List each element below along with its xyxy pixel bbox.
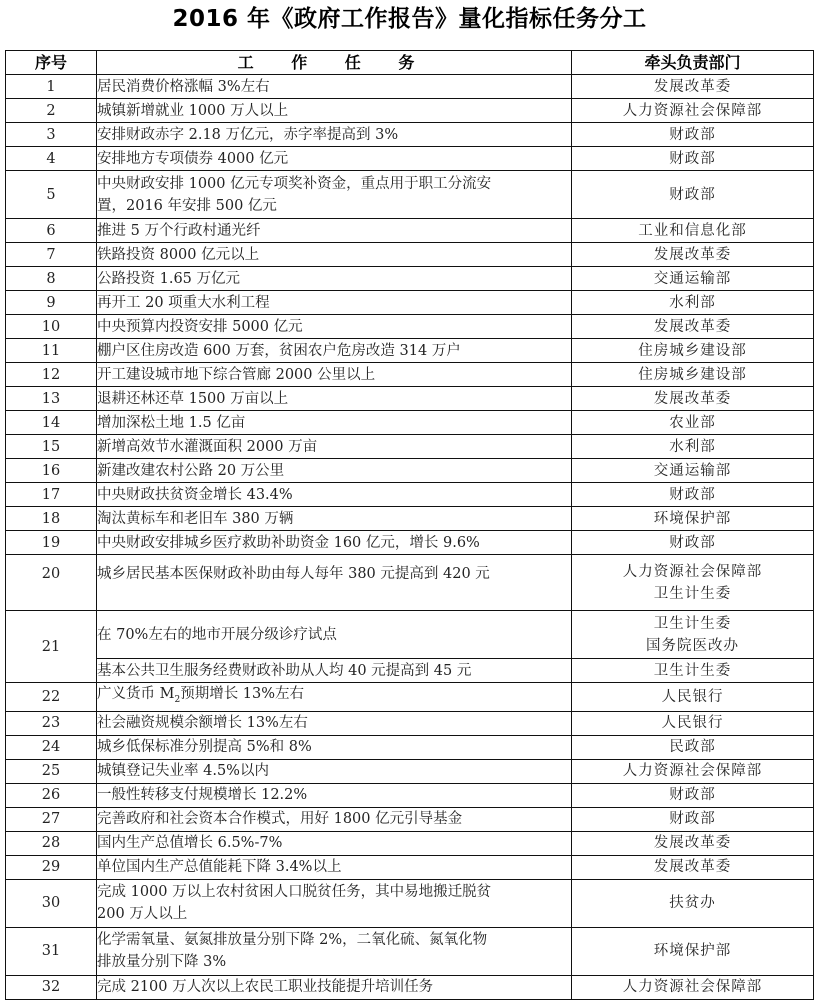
row-task bbox=[97, 683, 572, 712]
row-department: 工业和信息化部 bbox=[572, 219, 814, 243]
row-index: 15 bbox=[6, 435, 97, 459]
row-index: 22 bbox=[6, 683, 97, 712]
row-department: 发展改革委 bbox=[572, 855, 814, 879]
table-row bbox=[6, 171, 814, 219]
row-task bbox=[97, 171, 572, 219]
row-index: 27 bbox=[6, 807, 97, 831]
row-task-line: 置，2016 年安排 500 亿元 bbox=[97, 197, 277, 214]
table-row bbox=[6, 363, 814, 387]
header-department: 牵头负责部门 bbox=[572, 51, 814, 75]
row-department: 环境保护部 bbox=[572, 507, 814, 531]
table-row bbox=[6, 411, 814, 435]
row-task: 再开工 20 项重大水利工程 bbox=[97, 291, 572, 315]
row-department: 水利部 bbox=[572, 435, 814, 459]
row-task-line: 完成 1000 万以上农村贫困人口脱贫任务，其中易地搬迁脱贫 bbox=[97, 884, 492, 901]
row-task: 淘汰黄标车和老旧车 380 万辆 bbox=[97, 507, 572, 531]
row-department: 人民银行 bbox=[572, 683, 814, 712]
row-task: 单位国内生产总值能耗下降 3.4%以上 bbox=[97, 855, 572, 879]
row-index: 20 bbox=[6, 555, 97, 611]
row-task: 增加深松土地 1.5 亿亩 bbox=[97, 411, 572, 435]
row-task: 中央预算内投资安排 5000 亿元 bbox=[97, 315, 572, 339]
row-index: 6 bbox=[6, 219, 97, 243]
row-task: 中央财政安排城乡医疗救助补助资金 160 亿元，增长 9.6% bbox=[97, 531, 572, 555]
row-department-line: 国务院医改办 bbox=[646, 637, 739, 654]
table-header-row bbox=[6, 51, 814, 75]
row-task: 一般性转移支付规模增长 12.2% bbox=[97, 783, 572, 807]
table-row bbox=[6, 459, 814, 483]
row-index: 9 bbox=[6, 291, 97, 315]
table-row bbox=[6, 783, 814, 807]
task-allocation-table bbox=[5, 50, 814, 1000]
row-task: 开工建设城市地下综合管廊 2000 公里以上 bbox=[97, 363, 572, 387]
row-index: 5 bbox=[6, 171, 97, 219]
row-department: 卫生计生委 bbox=[572, 659, 814, 683]
row-index: 30 bbox=[6, 879, 97, 927]
table-row bbox=[6, 291, 814, 315]
row-department: 发展改革委 bbox=[572, 243, 814, 267]
row-index: 16 bbox=[6, 459, 97, 483]
row-index: 25 bbox=[6, 759, 97, 783]
row-department: 财政部 bbox=[572, 531, 814, 555]
row-index: 17 bbox=[6, 483, 97, 507]
row-task-subscript: 2 bbox=[174, 694, 181, 705]
row-index: 13 bbox=[6, 387, 97, 411]
row-task bbox=[97, 879, 572, 927]
row-index: 29 bbox=[6, 855, 97, 879]
row-department: 交通运输部 bbox=[572, 459, 814, 483]
row-department: 发展改革委 bbox=[572, 75, 814, 99]
row-department bbox=[572, 555, 814, 611]
row-index: 32 bbox=[6, 975, 97, 999]
row-index: 18 bbox=[6, 507, 97, 531]
row-task: 安排财政赤字 2.18 万亿元，赤字率提高到 3% bbox=[97, 123, 572, 147]
table-row bbox=[6, 879, 814, 927]
row-task: 完善政府和社会资本合作模式，用好 1800 亿元引导基金 bbox=[97, 807, 572, 831]
row-department: 住房城乡建设部 bbox=[572, 363, 814, 387]
row-task: 完成 2100 万人次以上农民工职业技能提升培训任务 bbox=[97, 975, 572, 999]
row-department: 发展改革委 bbox=[572, 831, 814, 855]
row-task: 安排地方专项债券 4000 亿元 bbox=[97, 147, 572, 171]
row-task: 新建改建农村公路 20 万公里 bbox=[97, 459, 572, 483]
table-row bbox=[6, 855, 814, 879]
table-row bbox=[6, 123, 814, 147]
table-row bbox=[6, 507, 814, 531]
row-index: 7 bbox=[6, 243, 97, 267]
row-task: 居民消费价格涨幅 3%左右 bbox=[97, 75, 572, 99]
row-department: 发展改革委 bbox=[572, 315, 814, 339]
table-row bbox=[6, 531, 814, 555]
row-department: 环境保护部 bbox=[572, 927, 814, 975]
table-row bbox=[6, 831, 814, 855]
row-task: 社会融资规模余额增长 13%左右 bbox=[97, 711, 572, 735]
row-department: 住房城乡建设部 bbox=[572, 339, 814, 363]
row-task: 公路投资 1.65 万亿元 bbox=[97, 267, 572, 291]
table-row bbox=[6, 611, 814, 659]
table-row bbox=[6, 927, 814, 975]
row-task: 在 70%左右的地市开展分级诊疗试点 bbox=[97, 611, 572, 659]
row-department: 人力资源社会保障部 bbox=[572, 975, 814, 999]
row-department-line: 卫生计生委 bbox=[653, 615, 732, 632]
row-department: 发展改革委 bbox=[572, 387, 814, 411]
document-title: 2016 年《政府工作报告》量化指标任务分工 bbox=[172, 6, 647, 32]
row-index: 23 bbox=[6, 711, 97, 735]
row-task: 中央财政扶贫资金增长 43.4% bbox=[97, 483, 572, 507]
row-index: 24 bbox=[6, 735, 97, 759]
row-index: 2 bbox=[6, 99, 97, 123]
table-row bbox=[6, 243, 814, 267]
row-index: 26 bbox=[6, 783, 97, 807]
row-task-line: 中央财政安排 1000 亿元专项奖补资金，重点用于职工分流安 bbox=[97, 175, 492, 192]
table-row bbox=[6, 315, 814, 339]
table-row bbox=[6, 659, 814, 683]
row-task-line: 化学需氧量、氨氮排放量分别下降 2%，二氧化硫、氮氧化物 bbox=[97, 932, 488, 949]
table-row bbox=[6, 555, 814, 611]
row-task-suffix: 预期增长 13%左右 bbox=[180, 686, 305, 702]
row-department-line: 卫生计生委 bbox=[653, 585, 732, 602]
row-department-line: 人力资源社会保障部 bbox=[622, 563, 763, 580]
table-row bbox=[6, 759, 814, 783]
row-index: 4 bbox=[6, 147, 97, 171]
row-task: 基本公共卫生服务经费财政补助从人均 40 元提高到 45 元 bbox=[97, 659, 572, 683]
row-department: 人力资源社会保障部 bbox=[572, 99, 814, 123]
row-index: 12 bbox=[6, 363, 97, 387]
row-task-prefix: 广义货币 M bbox=[97, 686, 175, 702]
row-department: 财政部 bbox=[572, 123, 814, 147]
header-index: 序号 bbox=[6, 51, 97, 75]
row-index: 21 bbox=[6, 611, 97, 683]
row-task-line: 排放量分别下降 3% bbox=[97, 954, 227, 971]
row-index: 28 bbox=[6, 831, 97, 855]
table-row bbox=[6, 807, 814, 831]
table-row bbox=[6, 387, 814, 411]
row-index: 1 bbox=[6, 75, 97, 99]
row-index: 19 bbox=[6, 531, 97, 555]
row-task: 退耕还林还草 1500 万亩以上 bbox=[97, 387, 572, 411]
row-index: 8 bbox=[6, 267, 97, 291]
row-department: 扶贫办 bbox=[572, 879, 814, 927]
row-index: 31 bbox=[6, 927, 97, 975]
row-index: 10 bbox=[6, 315, 97, 339]
row-task-line: 200 万人以上 bbox=[97, 906, 188, 923]
table-row bbox=[6, 219, 814, 243]
table-row bbox=[6, 267, 814, 291]
row-department: 财政部 bbox=[572, 783, 814, 807]
row-task: 国内生产总值增长 6.5%-7% bbox=[97, 831, 572, 855]
row-department: 交通运输部 bbox=[572, 267, 814, 291]
row-department: 财政部 bbox=[572, 147, 814, 171]
row-index: 14 bbox=[6, 411, 97, 435]
row-department: 财政部 bbox=[572, 807, 814, 831]
row-department bbox=[572, 611, 814, 659]
table-row bbox=[6, 975, 814, 999]
row-index: 3 bbox=[6, 123, 97, 147]
row-task: 城乡低保标准分别提高 5%和 8% bbox=[97, 735, 572, 759]
row-department: 民政部 bbox=[572, 735, 814, 759]
row-department: 人民银行 bbox=[572, 711, 814, 735]
row-task: 棚户区住房改造 600 万套，贫困农户危房改造 314 万户 bbox=[97, 339, 572, 363]
table-row bbox=[6, 435, 814, 459]
table-row bbox=[6, 99, 814, 123]
row-department: 水利部 bbox=[572, 291, 814, 315]
row-task: 铁路投资 8000 亿元以上 bbox=[97, 243, 572, 267]
row-department: 财政部 bbox=[572, 483, 814, 507]
row-task: 城镇新增就业 1000 万人以上 bbox=[97, 99, 572, 123]
table-row bbox=[6, 483, 814, 507]
table-row bbox=[6, 147, 814, 171]
row-department: 财政部 bbox=[572, 171, 814, 219]
row-task: 城乡居民基本医保财政补助由每人每年 380 元提高到 420 元 bbox=[97, 555, 572, 611]
table-row bbox=[6, 339, 814, 363]
table-row bbox=[6, 683, 814, 712]
header-task: 工 作 任 务 bbox=[97, 51, 572, 75]
row-task: 推进 5 万个行政村通光纤 bbox=[97, 219, 572, 243]
row-task: 新增高效节水灌溉面积 2000 万亩 bbox=[97, 435, 572, 459]
row-task bbox=[97, 927, 572, 975]
row-department: 农业部 bbox=[572, 411, 814, 435]
table-row bbox=[6, 75, 814, 99]
row-index: 11 bbox=[6, 339, 97, 363]
table-row bbox=[6, 735, 814, 759]
row-task: 城镇登记失业率 4.5%以内 bbox=[97, 759, 572, 783]
table-row bbox=[6, 711, 814, 735]
row-department: 人力资源社会保障部 bbox=[572, 759, 814, 783]
